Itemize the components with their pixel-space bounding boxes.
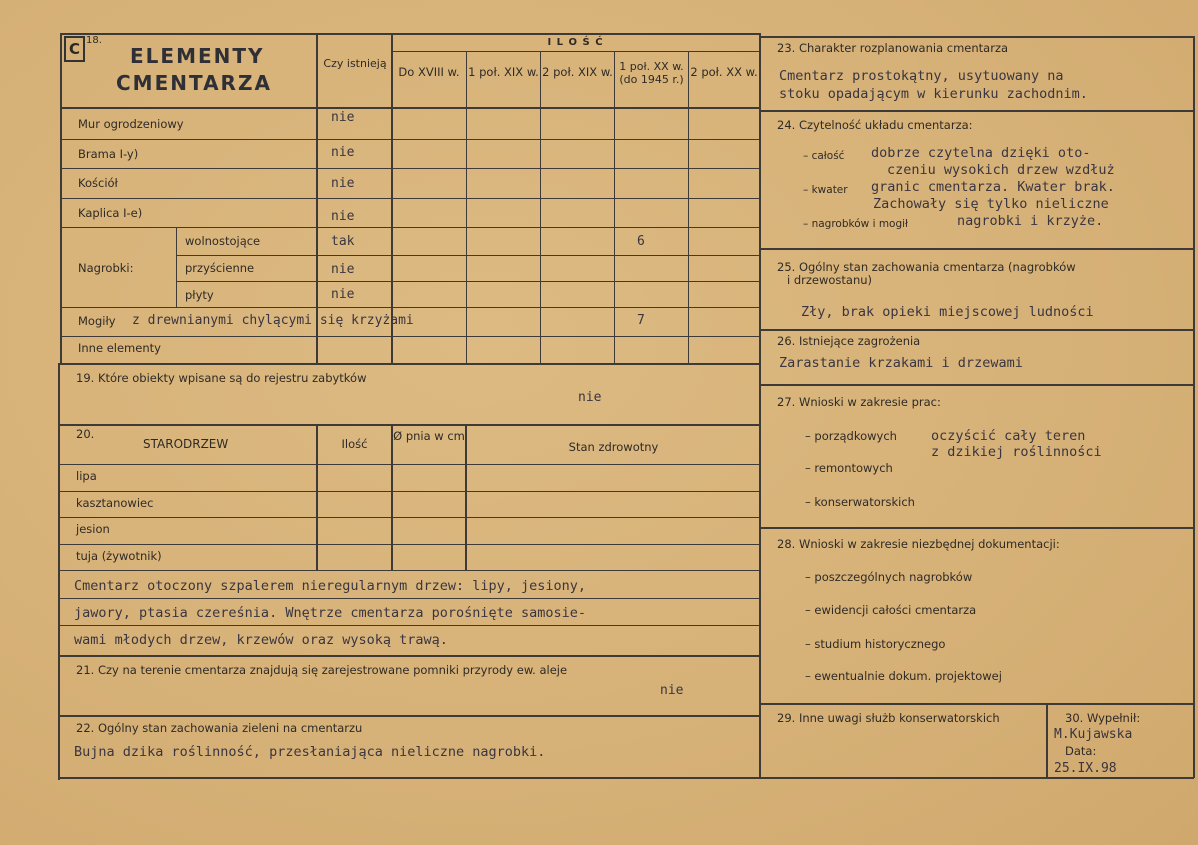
star-row-line (58, 570, 760, 571)
row-exists-kaplica: nie (331, 209, 355, 224)
q30-name: M.Kujawska (1054, 727, 1133, 742)
q25-answer: Zły, brak opieki miejscowej ludności (801, 304, 1094, 320)
row-label-brama: Brama I-y) (78, 147, 139, 161)
q21-answer: nie (660, 683, 684, 698)
inne-elementy-label: Inne elementy (78, 341, 161, 355)
q26-label: 26. Istniejące zagrożenia (777, 334, 921, 348)
q23-answer-1: Cmentarz prostokątny, usytuowany na (779, 68, 1064, 84)
q24-answer-4: Zachowały się tylko nieliczne (873, 196, 1109, 212)
star-col-dia (391, 424, 393, 570)
row-label-kaplica: Kaplica I-e) (78, 206, 143, 220)
col-3-left (540, 52, 541, 363)
col-header-1-xx: 1 poł. XX w. (do 1945 r.) (619, 60, 684, 86)
q27-bottom (759, 527, 1194, 529)
section20-bottom (58, 655, 760, 657)
q27-answer-2: z dzikiej roślinności (931, 444, 1102, 460)
nagrobki-plyty-label: płyty (185, 288, 214, 302)
starodrzew-col-health: Stan zdrowotny (568, 440, 659, 454)
col-header-2-xx: 2 poł. XX w. (690, 65, 758, 79)
q21-label: 21. Czy na terenie cmentarza znajdują się zarejestrowane pomniki przyrody ew. aleje (76, 663, 568, 677)
q24-item-kwater: – kwater (803, 184, 848, 196)
row-line (60, 168, 760, 169)
q30-label: 30. Wypełnił: (1065, 711, 1141, 725)
col-header-2-xix: 2 poł. XIX w. (542, 65, 613, 79)
nagrobki-label: Nagrobki: (78, 261, 134, 275)
ilosc-header: I L O Ś Ć (547, 37, 604, 48)
q24-answer-1: dobrze czytelna dzięki oto- (871, 145, 1091, 161)
q26-answer: Zarastanie krzakami i drzewami (779, 355, 1023, 371)
star-row-line (58, 491, 760, 492)
q30-date: 25.IX.98 (1054, 761, 1117, 776)
col-exists-header: Czy istnieją (323, 57, 387, 70)
q24-bottom (759, 248, 1194, 250)
q27-item-remontowych: – remontowych (805, 461, 893, 475)
q28-item-studium: – studium historycznego (805, 637, 946, 651)
starodrzew-note-2: jawory, ptasia czereśnia. Wnętrze cmentarza porośnięte samosie- (74, 605, 587, 621)
q26-bottom (759, 384, 1194, 386)
q28-bottom (759, 703, 1194, 705)
header-bottom (60, 107, 760, 109)
row-exists-brama: nie (331, 145, 355, 160)
q24-label: 24. Czytelność układu cmentarza: (777, 118, 973, 132)
q22-label: 22. Ogólny stan zachowania zieleni na cmentarzu (76, 721, 363, 735)
notes-line (58, 598, 760, 599)
section19-bottom (58, 424, 760, 426)
q23-bottom (759, 110, 1194, 112)
row-exists-mur: nie (331, 110, 355, 125)
border-bottom-left (58, 777, 762, 779)
q24-item-calosc: – całość (803, 150, 845, 162)
border-center (759, 33, 761, 778)
starodrzew-col-dia: Ø pnia w cm (393, 429, 465, 443)
q28-item-ewidencji: – ewidencji całości cmentarza (805, 603, 977, 617)
right-bottom (759, 777, 1194, 779)
right-border (1193, 36, 1195, 778)
starodrzew-note-1: Cmentarz otoczony szpalerem nieregularnym drzew: lipy, jesiony, (74, 578, 587, 594)
mogily-text: z drewnianymi chylącymi się krzyżami (132, 313, 414, 328)
q28-label: 28. Wnioski w zakresie niezbędnej dokumentacji: (777, 537, 1060, 551)
row-label-kosciol: Kościół (78, 176, 118, 190)
nagrobki-wolnostojace-exists: tak (331, 234, 355, 249)
q24-answer-3: granic cmentarza. Kwater brak. (871, 179, 1115, 195)
q25-label-2: i drzewostanu) (787, 273, 873, 287)
starodrzew-note-3: wami młodych drzew, krzewów oraz wysoką trawą. (74, 632, 448, 648)
starodrzew-col-qty: Ilość (341, 437, 368, 451)
col-header-xviii: Do XVIII w. (398, 65, 460, 79)
q25-bottom (759, 329, 1194, 331)
q30-date-label: Data: (1065, 744, 1097, 758)
q19-answer: nie (578, 390, 602, 405)
row-label-mur: Mur ogrodzeniowy (78, 117, 184, 131)
row-line (60, 336, 760, 337)
mogily-label: Mogiły (78, 314, 116, 328)
starodrzew-title: STARODRZEW (143, 437, 229, 451)
q27-item-konserwatorskich: – konserwatorskich (805, 495, 915, 509)
card-letter-box: C (64, 36, 85, 62)
col-2-left (466, 52, 467, 363)
row-line (176, 281, 760, 282)
q22-answer: Bujna dzika roślinność, przesłaniająca nieliczne nagrobki. (74, 744, 546, 760)
row-line (60, 227, 760, 228)
ilosc-line (391, 51, 760, 52)
q27-item-porzadkowych: – porządkowych (805, 429, 897, 443)
tree-lipa: lipa (76, 469, 97, 483)
notes-line (58, 625, 760, 626)
q24-item-nagrobkow: – nagrobków i mogił (803, 218, 909, 230)
nagrobki-przyscienne-exists: nie (331, 262, 355, 277)
right-top (759, 36, 1194, 38)
q23-answer-2: stoku opadającym w kierunku zachodnim. (779, 86, 1088, 102)
border-left-lower (58, 365, 60, 780)
q28-item-nagrobkow: – poszczególnych nagrobków (805, 570, 973, 584)
section-20-number: 20. (76, 427, 95, 441)
q29-label: 29. Inne uwagi służb konserwatorskich (777, 711, 1000, 725)
mogily-count: 7 (637, 313, 645, 328)
q25-label-1: 25. Ogólny stan zachowania cmentarza (nagrobków (777, 260, 1076, 274)
q27-label: 27. Wnioski w zakresie prac: (777, 395, 941, 409)
nagrobki-divider (176, 227, 177, 307)
col-4-left (614, 52, 615, 363)
q28-item-projektowej: – ewentualnie dokum. projektowej (805, 669, 1002, 683)
section-18-number: 18. (86, 35, 102, 46)
row-exists-kosciol: nie (331, 176, 355, 191)
q24-answer-5: nagrobki i krzyże. (957, 213, 1104, 229)
elements-title-1: ELEMENTY (130, 44, 265, 68)
q19-label: 19. Które obiekty wpisane są do rejestru zabytków (76, 371, 367, 385)
star-row-line (58, 544, 760, 545)
star-row-line (58, 464, 760, 465)
tree-kasztanowiec: kasztanowiec (76, 496, 154, 510)
nagrobki-wolnostojace-label: wolnostojące (185, 234, 261, 248)
row-line (60, 198, 760, 199)
tree-tuja: tuja (żywotnik) (76, 549, 162, 563)
table18-bottom (58, 363, 760, 365)
row-line (60, 307, 760, 308)
elements-title-2: CMENTARZA (116, 71, 272, 95)
border-left (60, 33, 62, 365)
q29-divider (1046, 703, 1048, 778)
nagrobki-plyty-exists: nie (331, 287, 355, 302)
q27-answer-1: oczyścić cały teren (931, 428, 1086, 444)
nagrobki-wolnostojace-count: 6 (637, 234, 645, 249)
q23-label: 23. Charakter rozplanowania cmentarza (777, 41, 1009, 55)
row-line (176, 255, 760, 256)
q24-answer-2: czeniu wysokich drzew wzdłuż (887, 162, 1115, 178)
col-header-1-xix: 1 poł. XIX w. (468, 65, 539, 79)
col-5-left (688, 52, 689, 363)
border-top-left (60, 33, 761, 35)
tree-jesion: jesion (76, 522, 110, 536)
star-row-line (58, 517, 760, 518)
nagrobki-przyscienne-label: przyścienne (185, 261, 255, 275)
section21-bottom (58, 715, 760, 717)
row-line (60, 139, 760, 140)
